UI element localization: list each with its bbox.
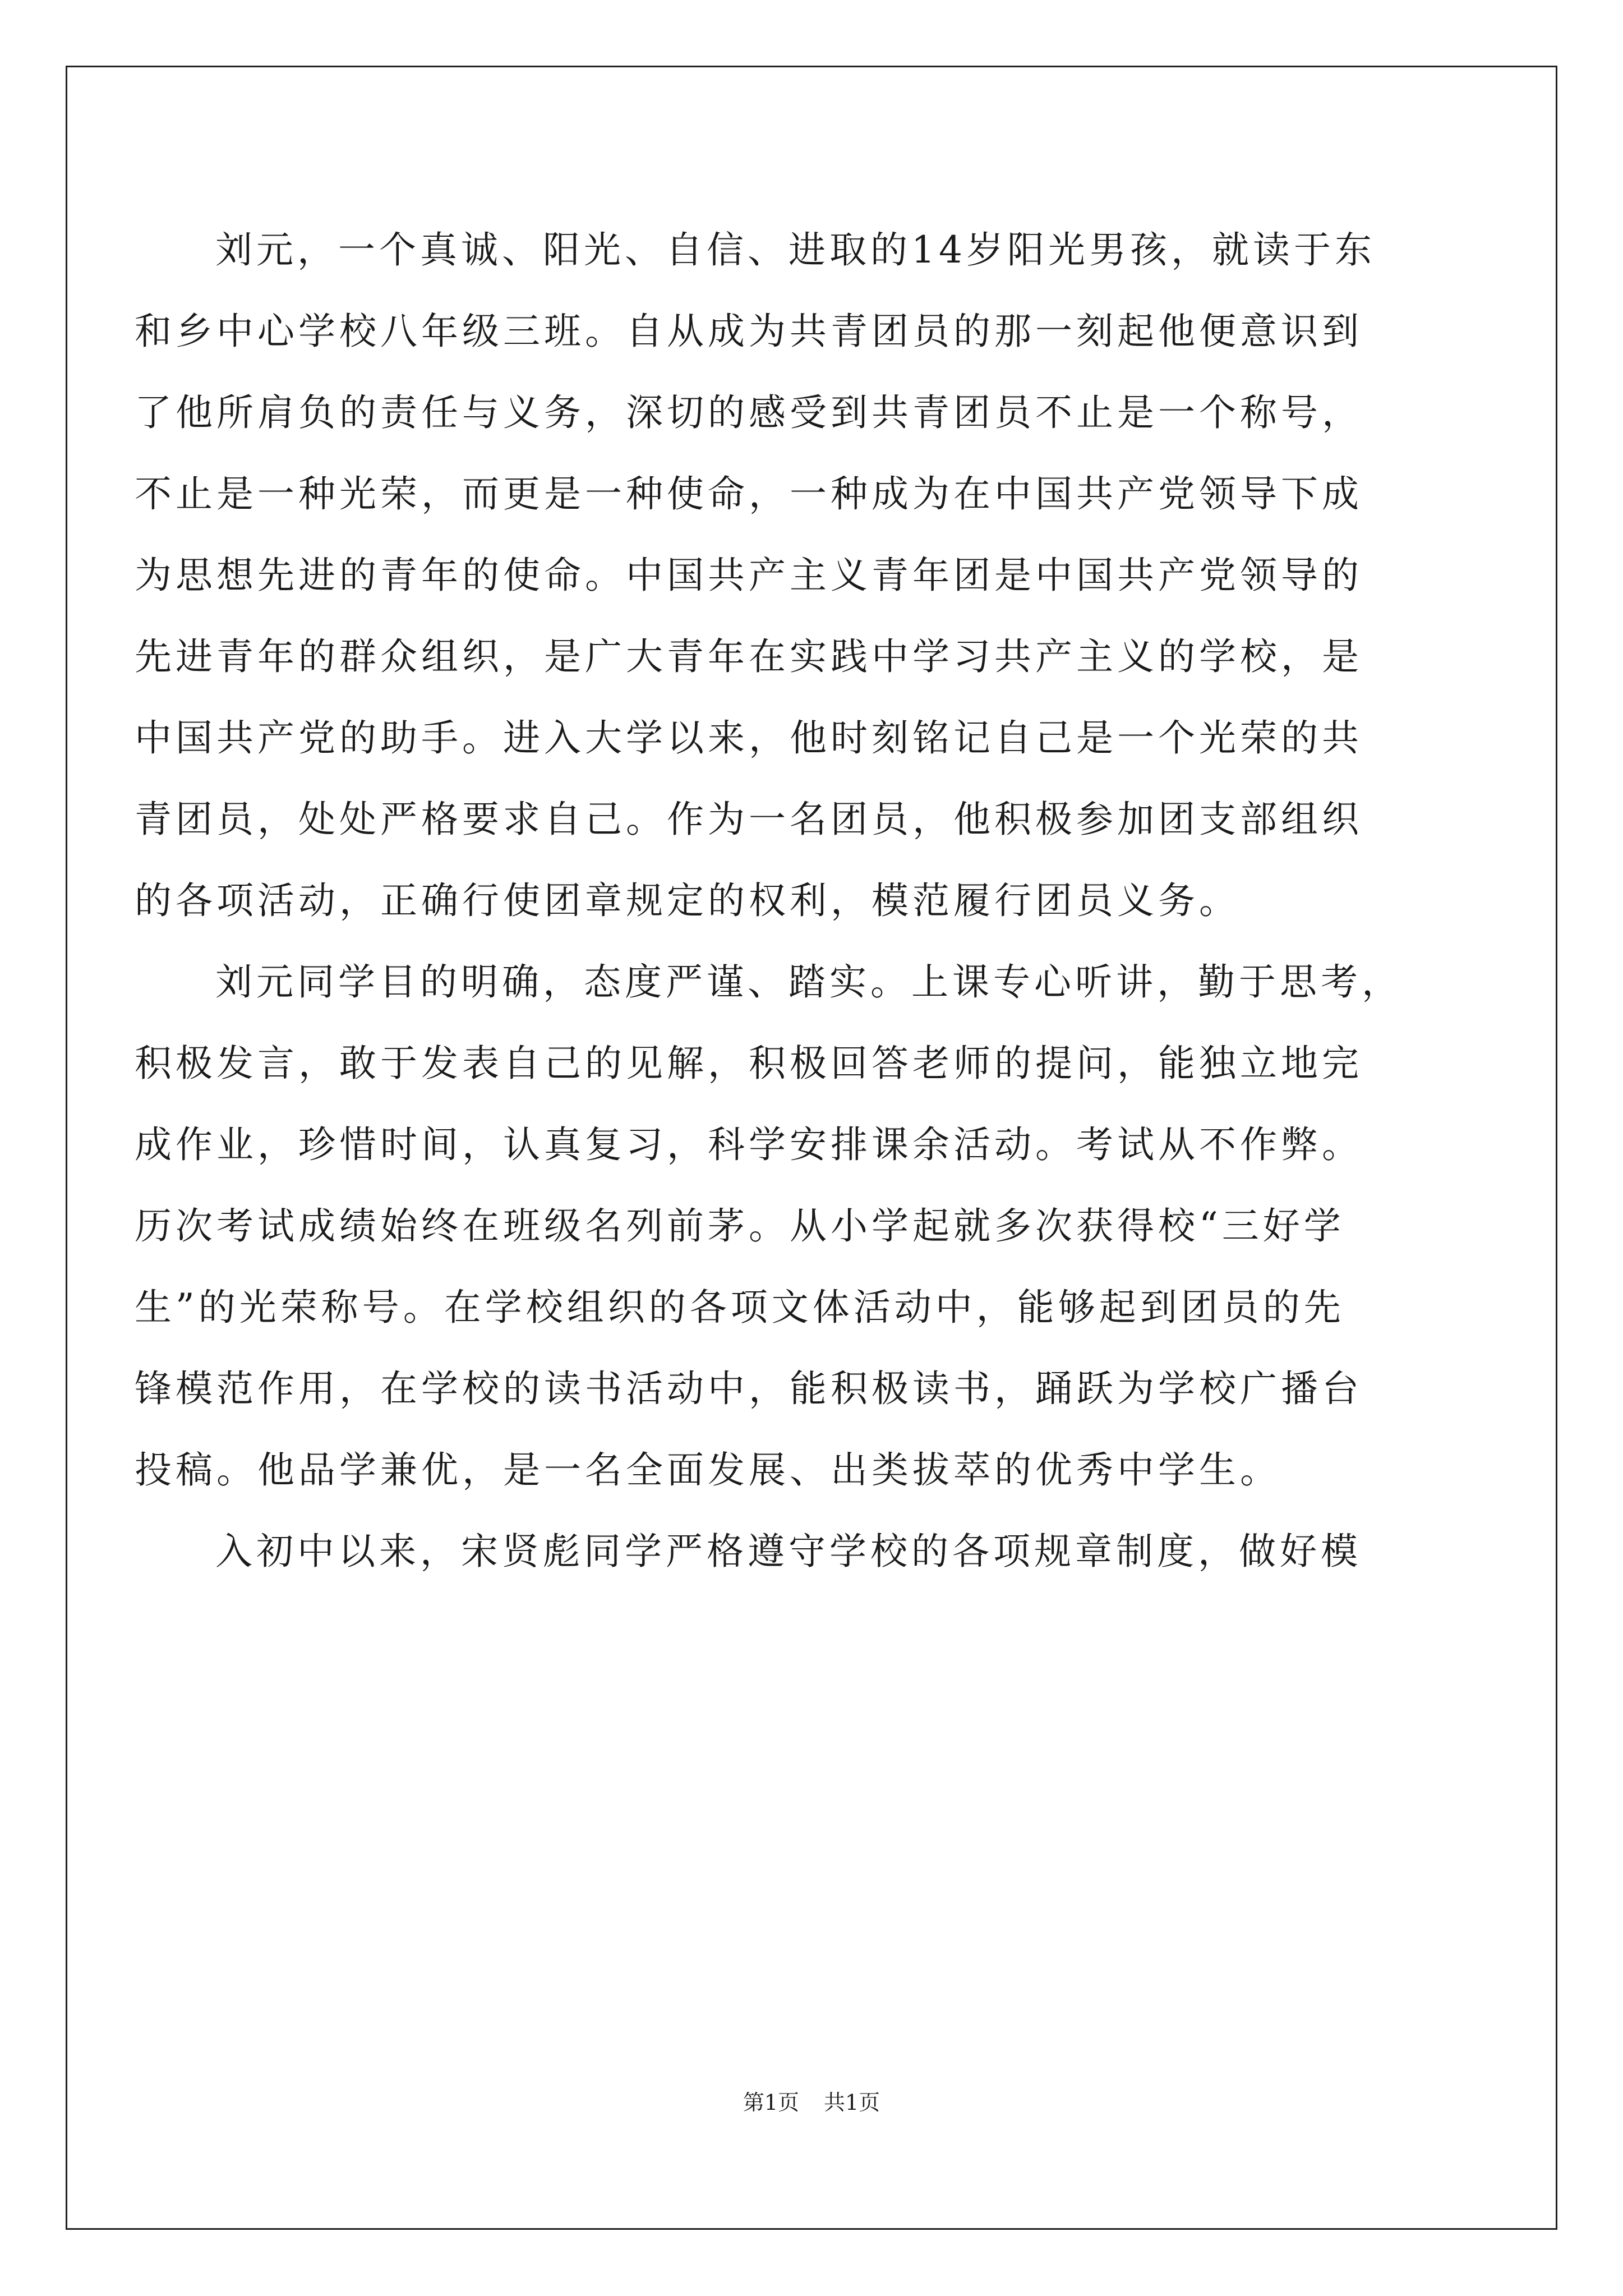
page-number: 第1页 xyxy=(743,2090,799,2115)
page-total: 共1页 xyxy=(824,2090,880,2115)
paragraph-2-line-1: 刘元同学目的明确，态度严谨、踏实。上课专心听讲，勤于思考， xyxy=(215,960,1403,1004)
paragraph-1-line-3: 了他所肩负的责任与义务，深切的感受到共青团员不止是一个称号， xyxy=(135,391,1363,434)
paragraph-2-line-6: 锋模范作用，在学校的读书活动中，能积极读书，踊跃为学校广播台 xyxy=(135,1367,1363,1410)
paragraph-1-line-1: 刘元，一个真诚、阳光、自信、进取的14岁阳光男孩，就读于东 xyxy=(215,228,1376,272)
paragraph-1-line-2: 和乡中心学校八年级三班。自从成为共青团员的那一刻起他便意识到 xyxy=(135,310,1363,353)
paragraph-1-line-7: 中国共产党的助手。进入大学以来，他时刻铭记自己是一个光荣的共 xyxy=(135,716,1363,760)
paragraph-1-line-5: 为思想先进的青年的使命。中国共产主义青年团是中国共产党领导的 xyxy=(135,554,1363,597)
paragraph-1-line-8: 青团员，处处严格要求自己。作为一名团员，他积极参加团支部组织 xyxy=(135,798,1363,841)
paragraph-3-line-1: 入初中以来，宋贤彪同学严格遵守学校的各项规章制度，做好模 xyxy=(215,1530,1362,1573)
paragraph-1-line-6: 先进青年的群众组织，是广大青年在实践中学习共产主义的学校，是 xyxy=(135,635,1363,678)
paragraph-1-line-9: 的各项活动，正确行使团章规定的权利，模范履行团员义务。 xyxy=(135,879,1240,922)
paragraph-2-line-4: 历次考试成绩始终在班级名列前茅。从小学起就多次获得校“三好学 xyxy=(135,1204,1345,1248)
paragraph-2-line-7: 投稿。他品学兼优，是一名全面发展、出类拔萃的优秀中学生。 xyxy=(135,1448,1281,1492)
paragraph-2-line-3: 成作业，珍惜时间，认真复习，科学安排课余活动。考试从不作弊。 xyxy=(135,1123,1363,1166)
paragraph-2-line-2: 积极发言，敢于发表自己的见解，积极回答老师的提问，能独立地完 xyxy=(135,1042,1363,1085)
paragraph-1-line-4: 不止是一种光荣，而更是一种使命，一种成为在中国共产党领导下成 xyxy=(135,472,1363,516)
paragraph-2-line-5: 生”的光荣称号。在学校组织的各项文体活动中，能够起到团员的先 xyxy=(135,1286,1345,1329)
page-footer xyxy=(0,2086,1623,2119)
